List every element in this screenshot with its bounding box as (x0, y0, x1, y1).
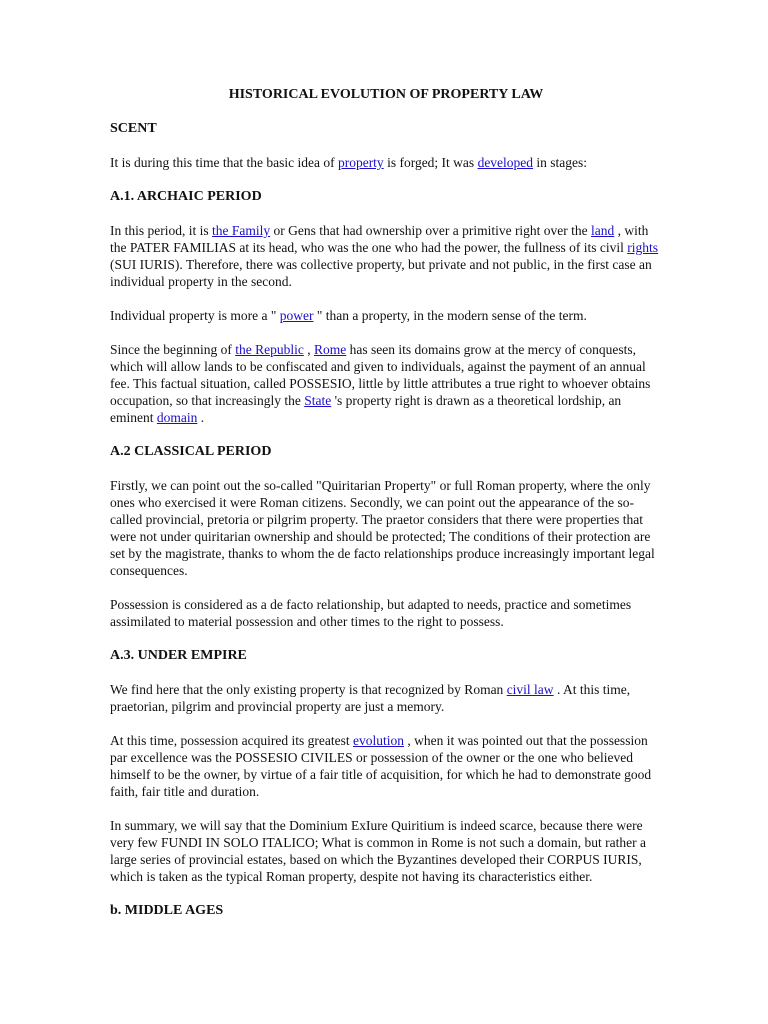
link-rome[interactable]: Rome (313, 342, 347, 357)
link-the-republic[interactable]: the Republic (235, 342, 304, 357)
section-heading-classical: A.2 CLASSICAL PERIOD (110, 444, 272, 459)
link-rights[interactable]: rights (627, 240, 659, 255)
section-heading-middle-ages: b. MIDDLE AGES (110, 903, 224, 918)
section-heading-archaic: A.1. ARCHAIC PERIOD (110, 189, 262, 204)
link-state[interactable]: State (304, 393, 332, 408)
link-developed[interactable]: developed (477, 155, 534, 170)
paragraph-classical-1: Firstly, we can point out the so-called "Quiritarian Property" or full Roman property, where the only ones who exercised it were Roman citizens. Secondly, we can point out the appearance of the so-called provincial, pretoria or pilgrim property. The praetor considers that there were properties that were not under quiritarian ownership and should be protected; The conditions of their protection are set by the magistrate, thanks to whom the de facto relationships produce increasingly important legal consequences. (110, 478, 655, 578)
link-domain[interactable]: domain (156, 410, 198, 425)
paragraph-archaic-2: Individual property is more a " power " than a property, in the modern sense of the term. (110, 308, 587, 323)
document-title: HISTORICAL EVOLUTION OF PROPERTY LAW (228, 87, 544, 102)
paragraph-empire-2: At this time, possession acquired its greatest evolution , when it was pointed out that the possession par excellence was the POSSESIO CIVILES or possession of the owner or the one who believed himself to be the owner, by virtue of a fair title of acquisition, for which he had to demonstrate good faith, fair title and duration. (110, 733, 652, 799)
paragraph-scent-1: It is during this time that the basic idea of property is forged; It was developed in stages: (110, 155, 588, 170)
paragraph-empire-1: We find here that the only existing property is that recognized by Roman civil law . At this time, praetorian, pilgrim and provincial property are just a memory. (110, 682, 631, 714)
link-land[interactable]: land (591, 223, 615, 238)
paragraph-classical-2: Possession is considered as a de facto relationship, but adapted to needs, practice and sometimes assimilated to material possession and other times to the right to possess. (110, 597, 632, 629)
link-the-family[interactable]: the Family (212, 223, 271, 238)
link-property[interactable]: property (337, 155, 384, 170)
link-evolution[interactable]: evolution (352, 733, 404, 748)
paragraph-archaic-3: Since the beginning of the Republic , Rome has seen its domains grow at the mercy of conquests, which will allow lands to be confiscated and given to individuals, against the payment of an annual fee. This factual situation, called POSSESIO, little by little attributes a true right to whoever obtains occupation, so that increasingly the State 's property right is drawn as a theoretical lordship, an eminent domain . (110, 342, 651, 425)
document-page (110, 86, 662, 936)
link-power[interactable]: power (279, 308, 314, 323)
link-civil-law[interactable]: civil law (506, 682, 554, 697)
paragraph-archaic-1: In this period, it is the Family or Gens that had ownership over a primitive right over the land , with the PATER FAMILIAS at its head, who was the one who had the power, the fullness of its civil rights (SUI IURIS). Therefore, there was collective property, but private and not public, in the first case an individual property in the second. (110, 223, 659, 289)
section-heading-empire: A.3. UNDER EMPIRE (110, 648, 247, 663)
section-heading-scent: SCENT (110, 121, 157, 136)
paragraph-empire-3: In summary, we will say that the Dominium ExIure Quiritium is indeed scarce, because there were very few FUNDI IN SOLO ITALICO; What is common in Rome is not such a domain, but rather a large series of provincial estates, based on which the Byzantines developed their CORPUS IURIS, which is taken as the typical Roman property, despite not having its characteristics either. (110, 818, 646, 884)
